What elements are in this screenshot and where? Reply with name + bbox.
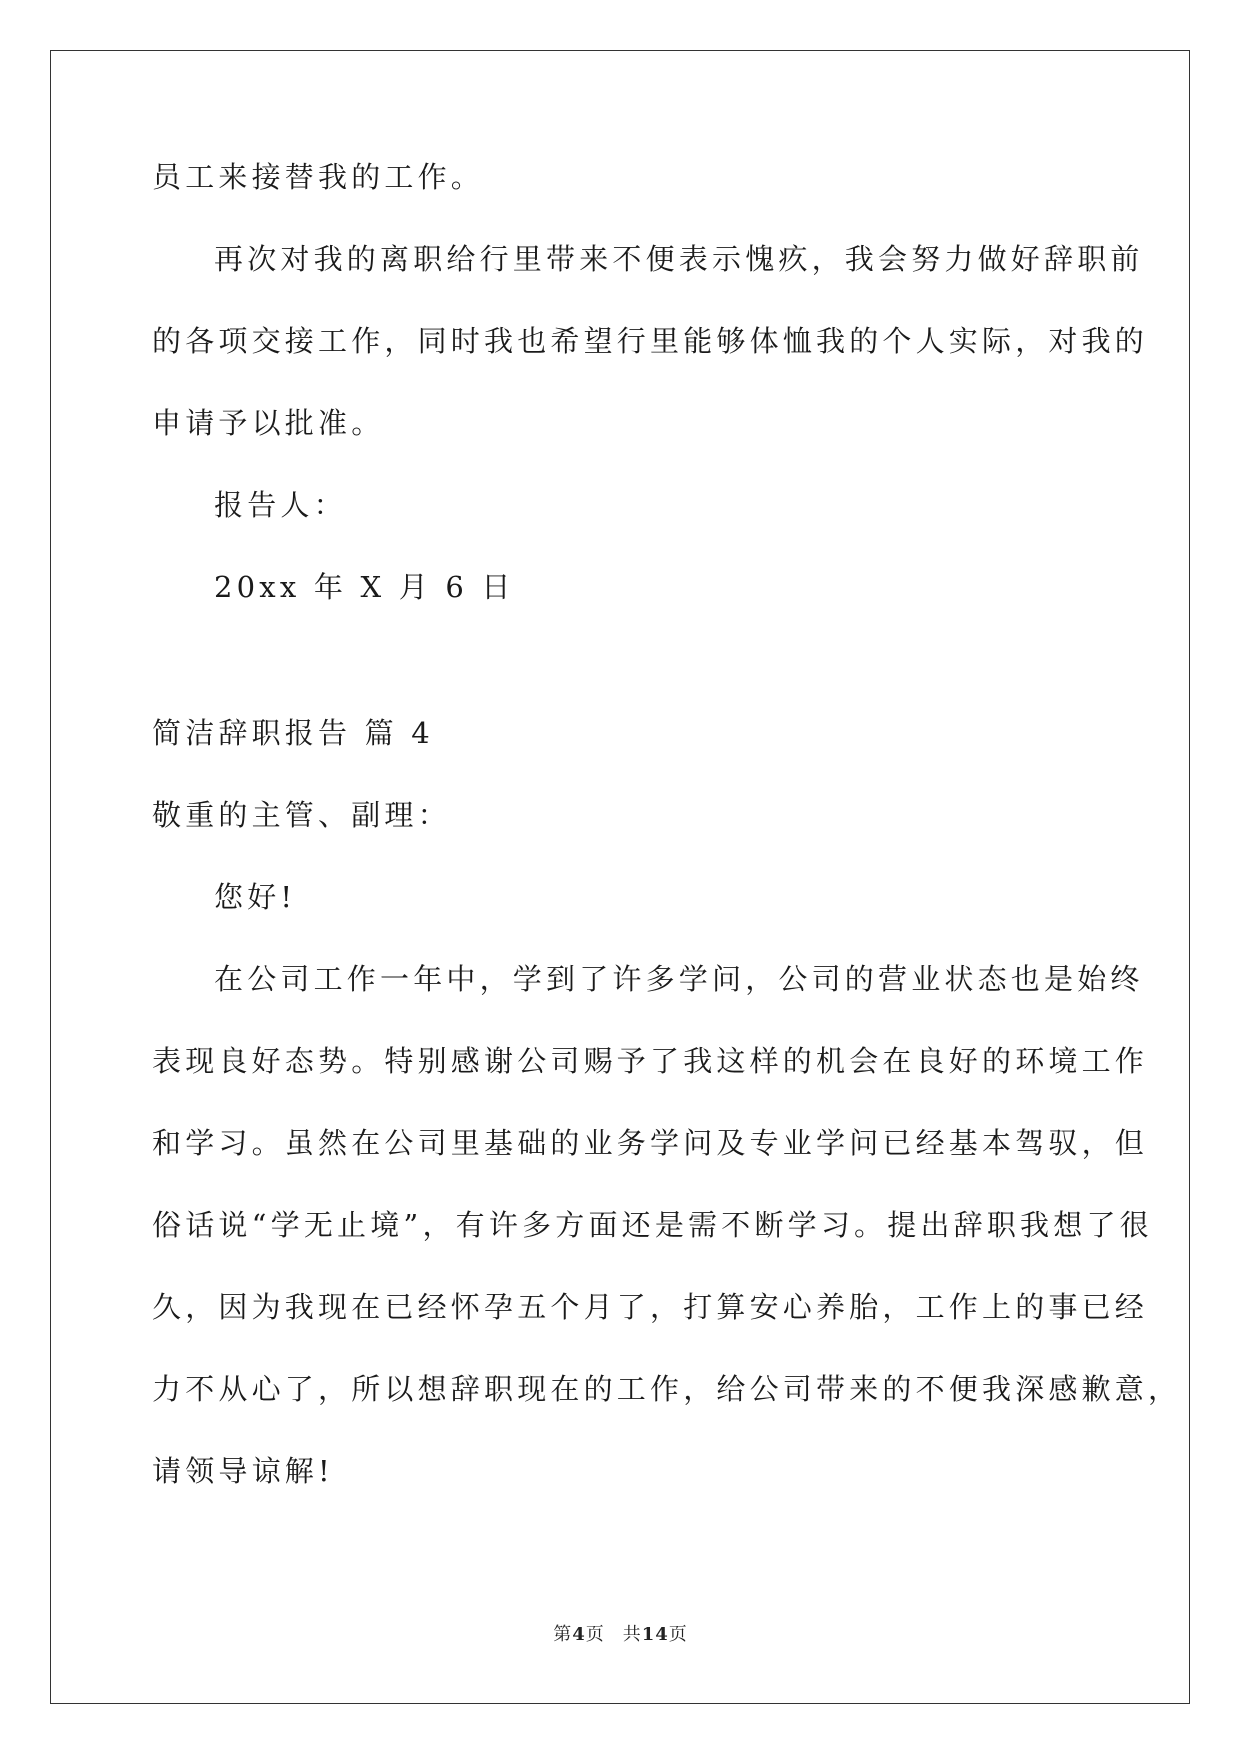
paragraph-line: 久，因为我现在已经怀孕五个月了，打算安心养胎，工作上的事已经 xyxy=(152,1290,1149,1324)
document-body xyxy=(152,160,1182,1536)
paragraph-line: 请领导谅解! xyxy=(152,1454,334,1488)
paragraph-line: 员工来接替我的工作。 xyxy=(152,160,485,194)
salutation: 敬重的主管、副理： xyxy=(152,798,451,832)
section-title: 简洁辞职报告 篇 4 xyxy=(152,716,434,750)
paragraph-line: 申请予以批准。 xyxy=(152,406,385,440)
paragraph-line: 再次对我的离职给行里带来不便表示愧疚，我会努力做好辞职前 xyxy=(214,242,1144,276)
section-gap xyxy=(152,652,1102,716)
total-suffix: 页 xyxy=(668,1624,688,1645)
page-suffix: 页 xyxy=(585,1624,605,1645)
paragraph-line: 和学习。虽然在公司里基础的业务学问及专业学问已经基本驾驭，但 xyxy=(152,1126,1149,1160)
paragraph-line: 俗话说“学无止境”，有许多方面还是需不断学习。提出辞职我想了很 xyxy=(152,1208,1153,1242)
page-footer xyxy=(0,1620,1241,1646)
total-prefix: 共 xyxy=(622,1624,642,1645)
paragraph-line: 的各项交接工作，同时我也希望行里能够体恤我的个人实际，对我的 xyxy=(152,324,1149,358)
page-prefix: 第 xyxy=(553,1624,573,1645)
page-number: 4 xyxy=(572,1624,586,1645)
paragraph-line: 表现良好态势。特别感谢公司赐予了我这样的机会在良好的环境工作 xyxy=(152,1044,1149,1078)
paragraph-line: 力不从心了，所以想辞职现在的工作，给公司带来的不便我深感歉意， xyxy=(152,1372,1182,1406)
greeting: 您好! xyxy=(214,880,297,914)
signature-label: 报告人： xyxy=(214,488,347,522)
total-pages: 14 xyxy=(641,1624,669,1645)
paragraph-line: 在公司工作一年中，学到了许多学问，公司的营业状态也是始终 xyxy=(214,962,1144,996)
date-line: 20xx 年 X 月 6 日 xyxy=(214,570,515,604)
